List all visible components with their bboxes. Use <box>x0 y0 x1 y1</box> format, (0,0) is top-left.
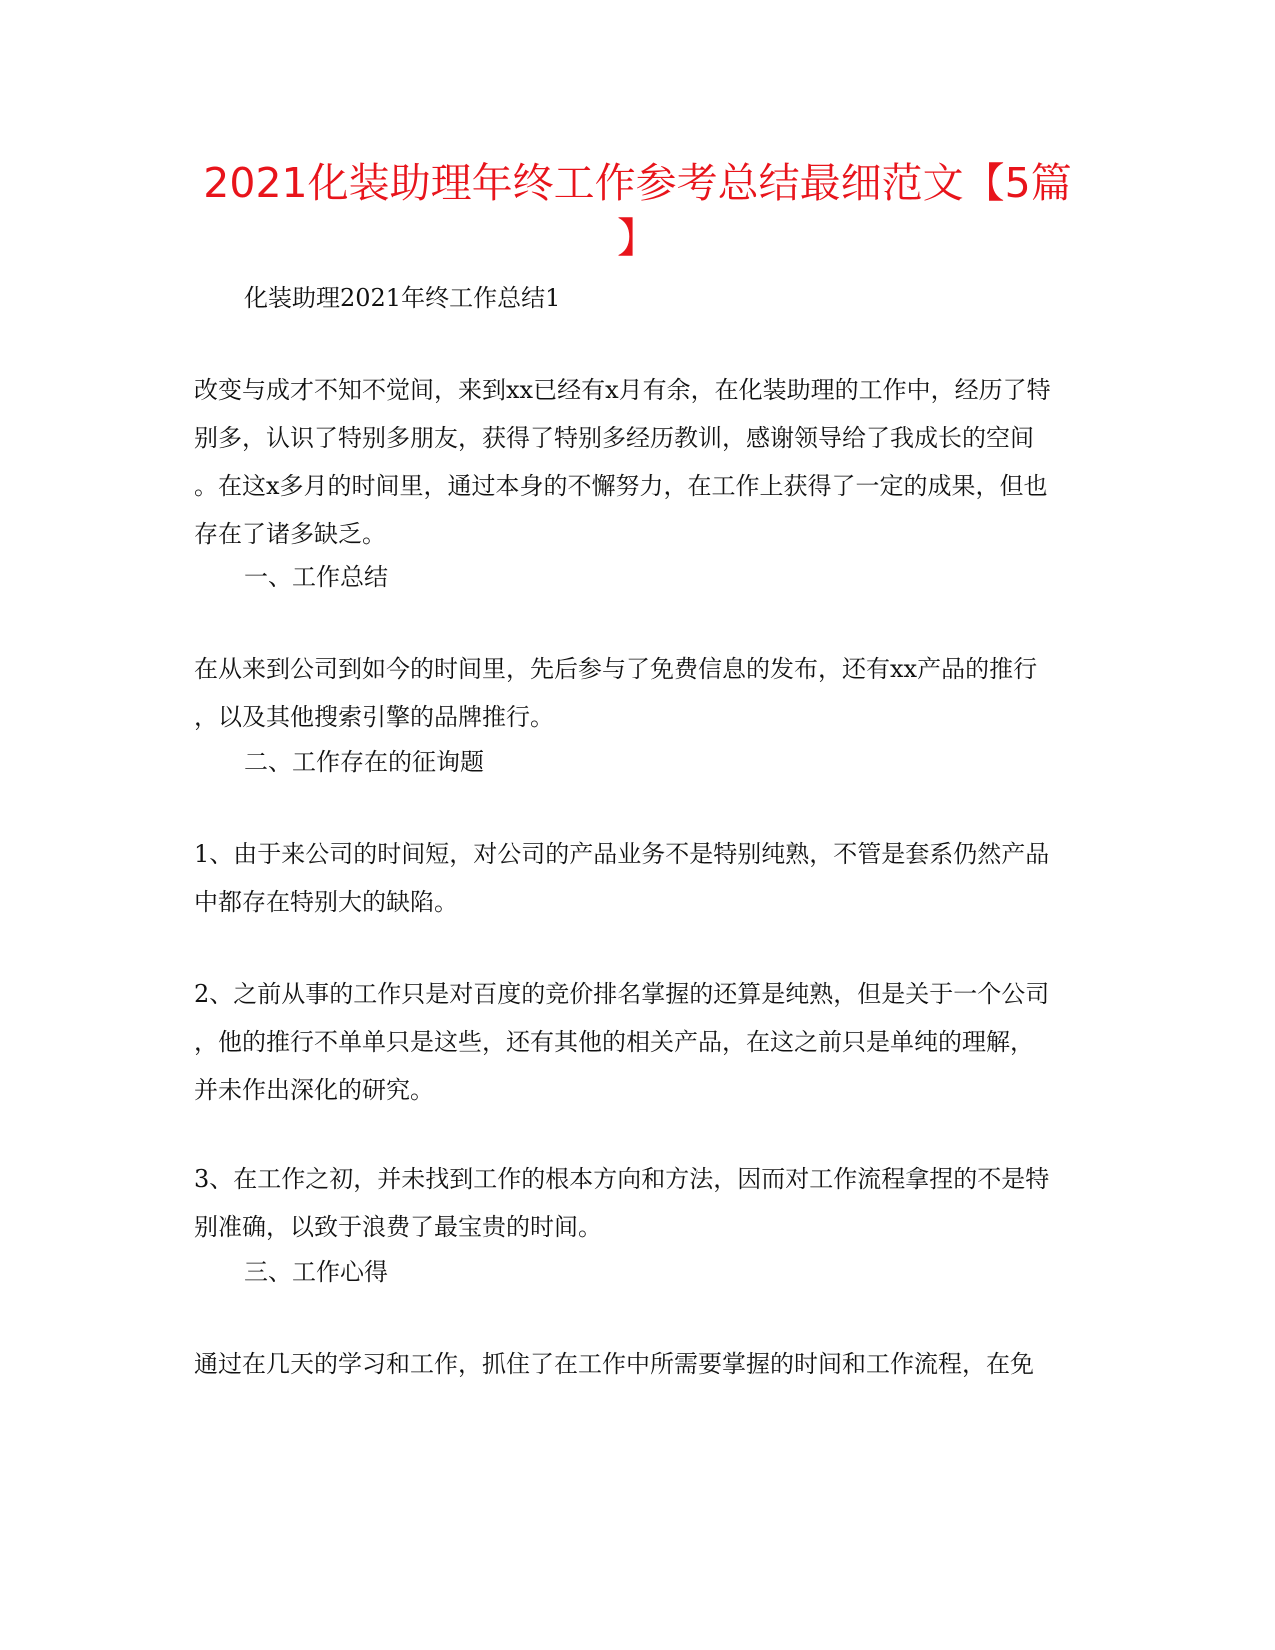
section3-heading <box>194 1248 1094 1296</box>
item1-line-2: 中都存在特别大的缺陷。 <box>194 888 458 916</box>
item3-line-1: 3、在工作之初，并未找到工作的根本方向和方法，因而对工作流程拿捏的不是特 <box>194 1165 1050 1193</box>
section1-line-2: ，以及其他搜索引擎的品牌推行。 <box>194 703 554 731</box>
item2-line-1: 2、之前从事的工作只是对百度的竞价排名掌握的还算是纯熟，但是关于一个公司 <box>194 980 1050 1008</box>
item1-line-1: 1、由于来公司的时间短，对公司的产品业务不是特别纯熟，不管是套系仍然产品 <box>194 840 1050 868</box>
title-line-2: 】 <box>617 214 658 262</box>
intro-paragraph <box>194 366 1094 558</box>
item3-paragraph <box>194 1155 1094 1251</box>
section1-line-1: 在从来到公司到如今的时间里，先后参与了免费信息的发布，还有xx产品的推行 <box>194 655 1038 683</box>
intro-line-1: 改变与成才不知不觉间，来到xx已经有x月有余，在化装助理的工作中，经历了特 <box>194 376 1051 404</box>
section1-paragraph <box>194 645 1094 741</box>
item2-line-2: ，他的推行不单单只是这些，还有其他的相关产品，在这之前只是单纯的理解， <box>194 1028 1034 1056</box>
subtitle-text: 化装助理2021年终工作总结1 <box>244 284 561 312</box>
section1-heading <box>194 553 1094 601</box>
intro-line-2: 别多，认识了特别多朋友，获得了特别多经历教训，感谢领导给了我成长的空间 <box>194 424 1034 452</box>
title-line-1: 2021化装助理年终工作参考总结最细范文【5篇 <box>203 159 1072 207</box>
item3-line-2: 别准确，以致于浪费了最宝贵的时间。 <box>194 1213 602 1241</box>
intro-line-3: 。在这x多月的时间里，通过本身的不懈努力，在工作上获得了一定的成果，但也 <box>194 472 1048 500</box>
item2-line-3: 并未作出深化的研究。 <box>194 1076 434 1104</box>
section3-line-1: 通过在几天的学习和工作，抓住了在工作中所需要掌握的时间和工作流程，在免 <box>194 1350 1034 1378</box>
document-title <box>190 156 1085 266</box>
item1-paragraph <box>194 830 1094 926</box>
intro-line-4: 存在了诸多缺乏。 <box>194 520 386 548</box>
item2-paragraph <box>194 970 1094 1114</box>
section3-paragraph <box>194 1340 1094 1388</box>
section2-heading <box>194 738 1094 786</box>
section1-heading-text: 一、工作总结 <box>244 563 388 591</box>
subtitle <box>194 274 1094 322</box>
section3-heading-text: 三、工作心得 <box>244 1258 388 1286</box>
section2-heading-text: 二、工作存在的征询题 <box>244 748 484 776</box>
